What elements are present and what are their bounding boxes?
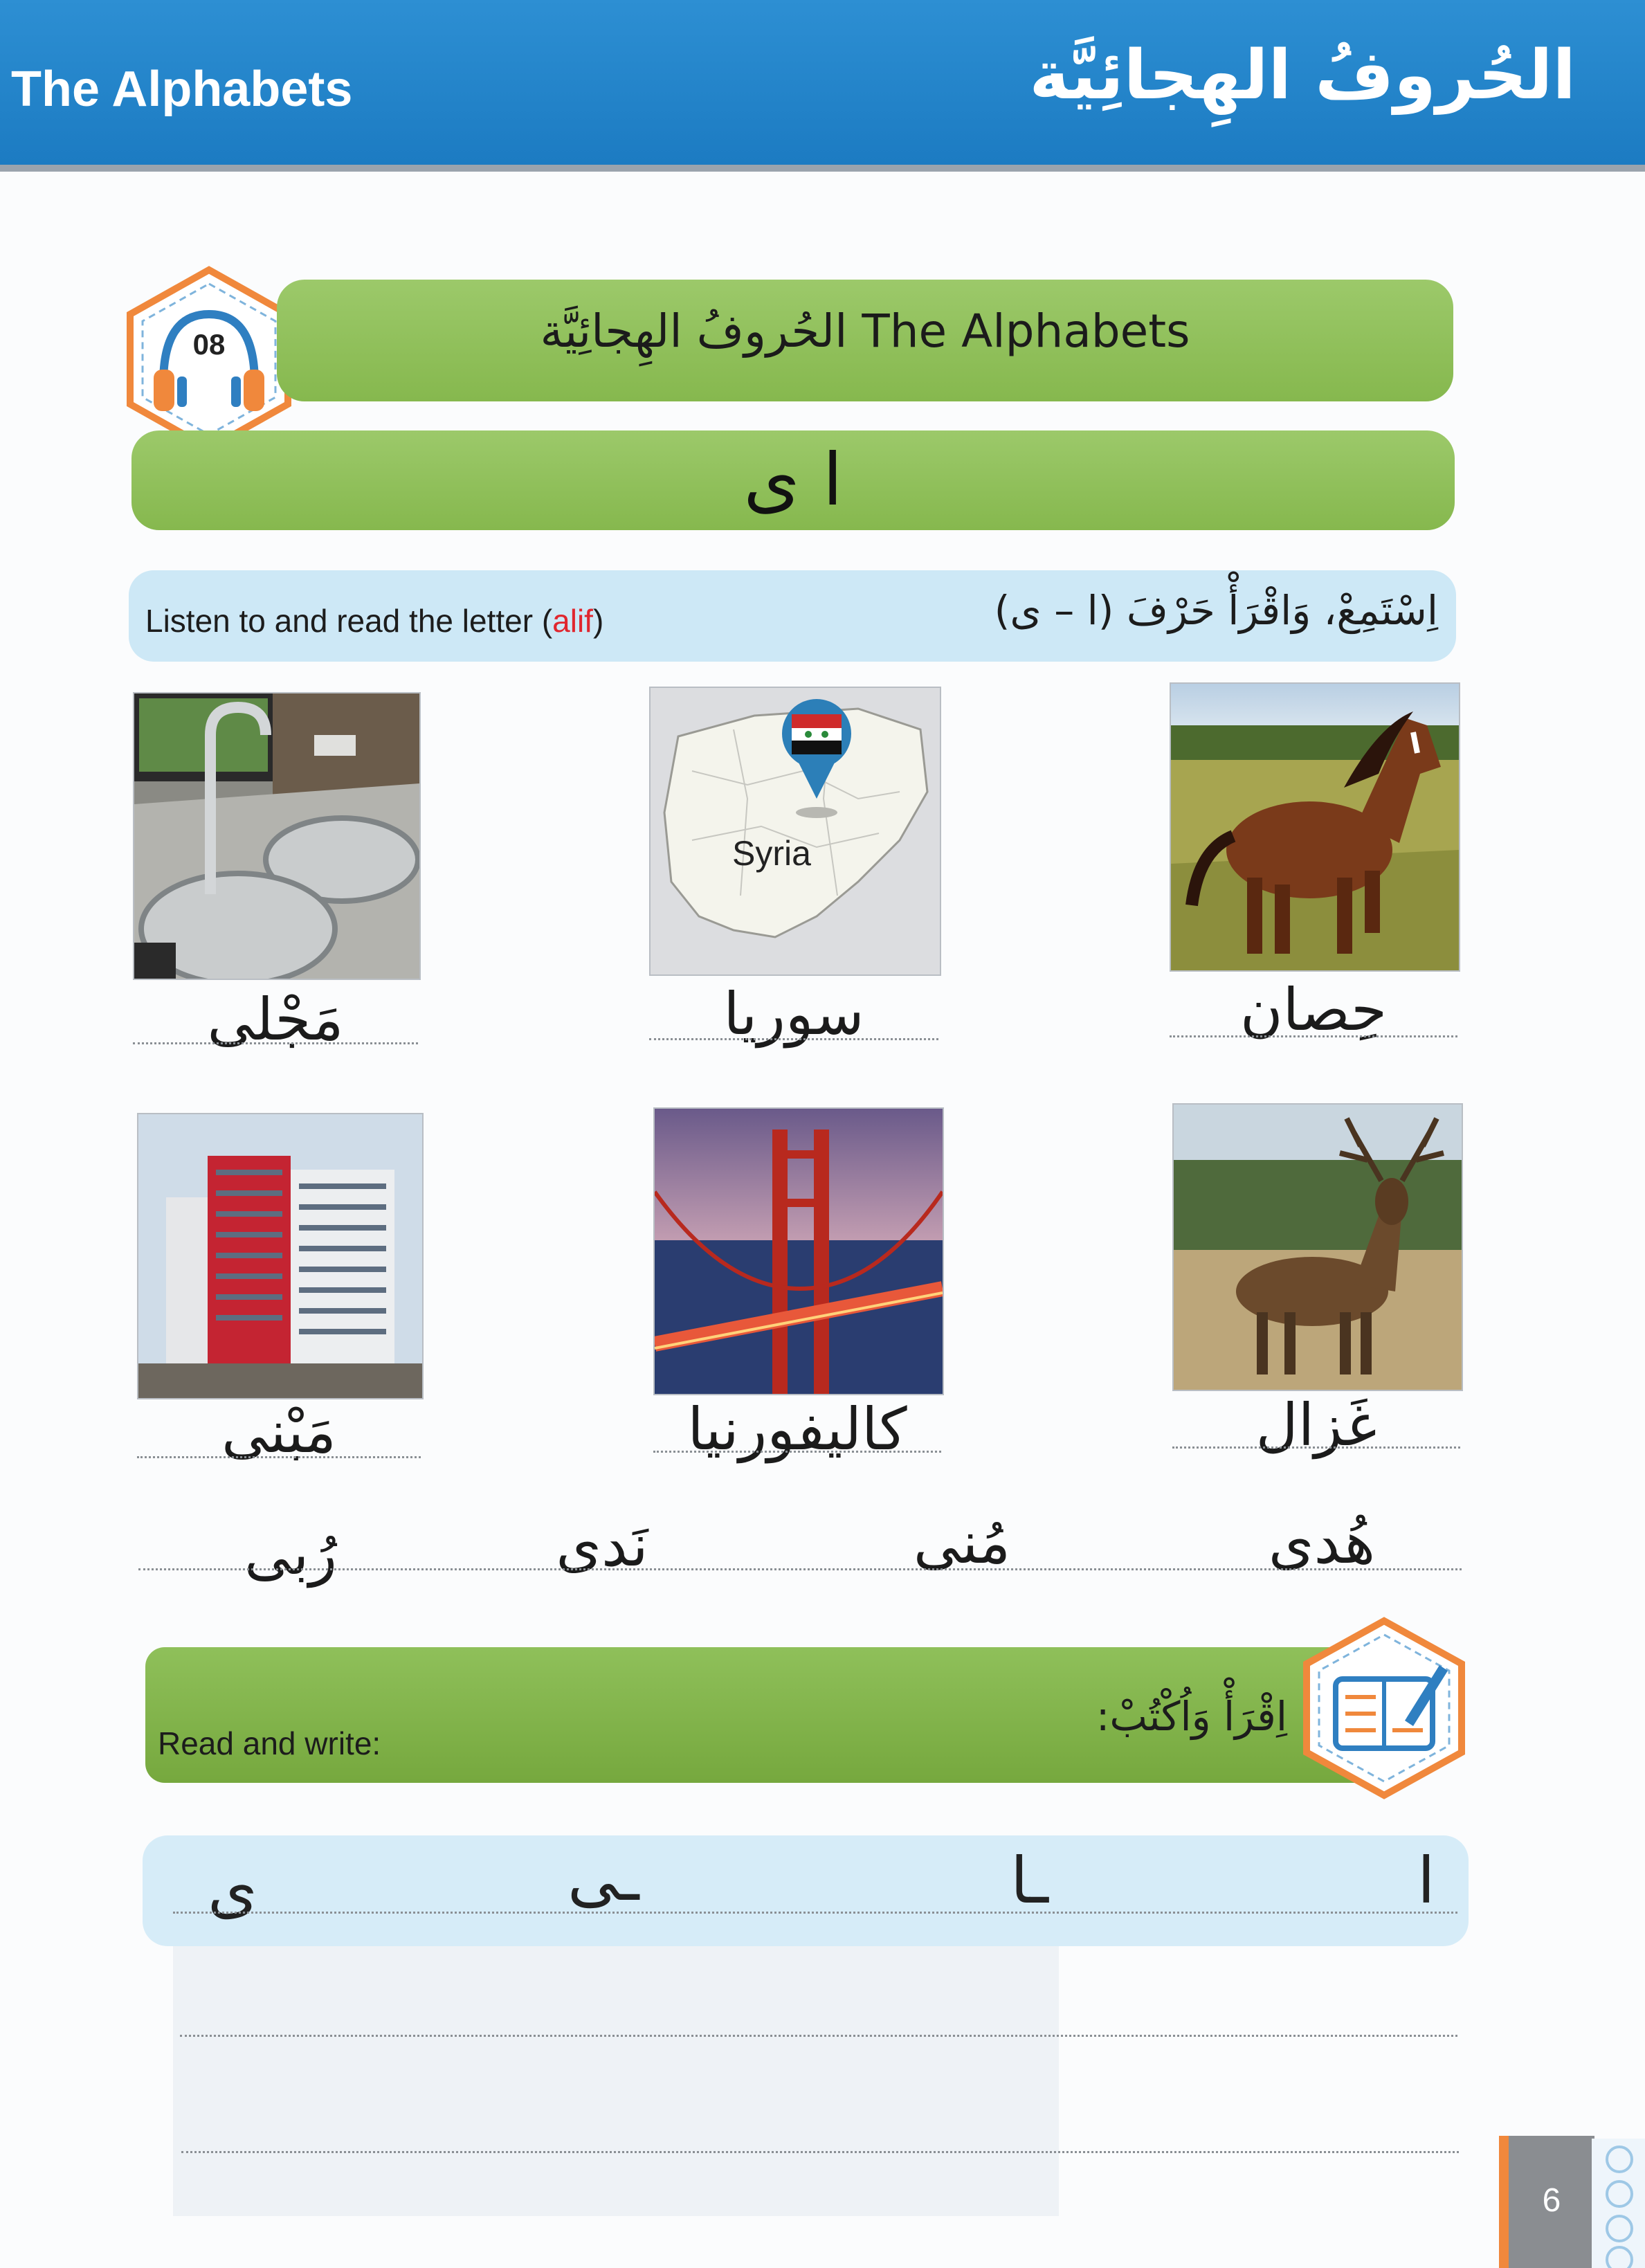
name-word: هُدى — [1268, 1509, 1376, 1577]
instruction-en-suffix: ) — [592, 603, 604, 639]
writing-line — [137, 1456, 421, 1458]
writing-line — [180, 2035, 1457, 2037]
letter-form: ـا — [1010, 1844, 1048, 1918]
picture-word: كاليفورنيا — [687, 1395, 907, 1463]
header-title-en: The Alphabets — [11, 62, 353, 117]
page-number-tab — [1499, 2136, 1594, 2268]
horse-photo — [1170, 682, 1460, 972]
lesson-title: The Alphabets الحُروفُ الهِجائِيَّة — [540, 305, 1190, 358]
letter-form: ا — [1417, 1844, 1435, 1918]
name-word: رُبى — [244, 1520, 337, 1588]
name-word: مُنى — [913, 1509, 1011, 1577]
letter-forms-panel — [143, 1835, 1469, 1946]
writing-line — [653, 1451, 941, 1453]
writing-line — [133, 1042, 418, 1044]
target-letters: ا ى — [743, 437, 843, 522]
golden-gate-bridge-photo — [653, 1107, 944, 1395]
writing-line — [1170, 1035, 1457, 1037]
picture-word: مَبْنى — [221, 1398, 336, 1466]
writing-line — [649, 1038, 938, 1040]
instruction-en-prefix: Listen to and read the letter ( — [145, 603, 553, 639]
practice-background — [173, 1946, 1059, 2216]
kitchen-sink-photo — [133, 692, 421, 980]
name-word: نَدى — [556, 1512, 648, 1579]
letter-form: ى — [208, 1852, 258, 1926]
map-label: Syria — [732, 834, 811, 873]
read-write-label-ar: اِقْرَأْ وَاُكْتُبْ: — [1096, 1693, 1287, 1740]
corner-pattern-decoration — [1592, 2139, 1645, 2268]
writing-line — [181, 2151, 1459, 2153]
writing-line — [173, 1912, 1457, 1914]
instruction-en — [145, 602, 603, 639]
picture-word: حِصان — [1239, 976, 1388, 1044]
header-title-ar: الحُروفُ الهِجائِيَّة — [1029, 36, 1576, 115]
lesson-title-band — [277, 280, 1453, 401]
page-number: 6 — [1542, 2182, 1561, 2219]
apartment-building-photo — [137, 1113, 424, 1399]
instruction-band — [129, 570, 1456, 662]
syria-map — [649, 687, 941, 976]
writing-line — [1172, 1446, 1460, 1449]
picture-word: مَجْلى — [207, 986, 344, 1053]
page-header — [0, 0, 1645, 172]
instruction-en-highlight: alif — [552, 603, 593, 639]
letter-form: ـى — [567, 1841, 639, 1915]
writing-line — [138, 1568, 1462, 1570]
audio-track-badge[interactable] — [123, 266, 295, 453]
picture-word: سوريا — [723, 980, 864, 1048]
read-write-band — [145, 1647, 1384, 1783]
letters-band — [131, 430, 1455, 530]
read-write-badge — [1301, 1617, 1467, 1799]
picture-word: غَزال — [1255, 1391, 1377, 1459]
audio-track-number: 08 — [192, 328, 226, 361]
deer-photo — [1172, 1103, 1463, 1391]
read-write-label-en: Read and write: — [158, 1725, 381, 1761]
notebook-pencil-icon — [1301, 1617, 1467, 1799]
instruction-ar: اِسْتَمِعْ، وَاقْرَأْ حَرْفَ (ا – ى) — [994, 587, 1438, 634]
